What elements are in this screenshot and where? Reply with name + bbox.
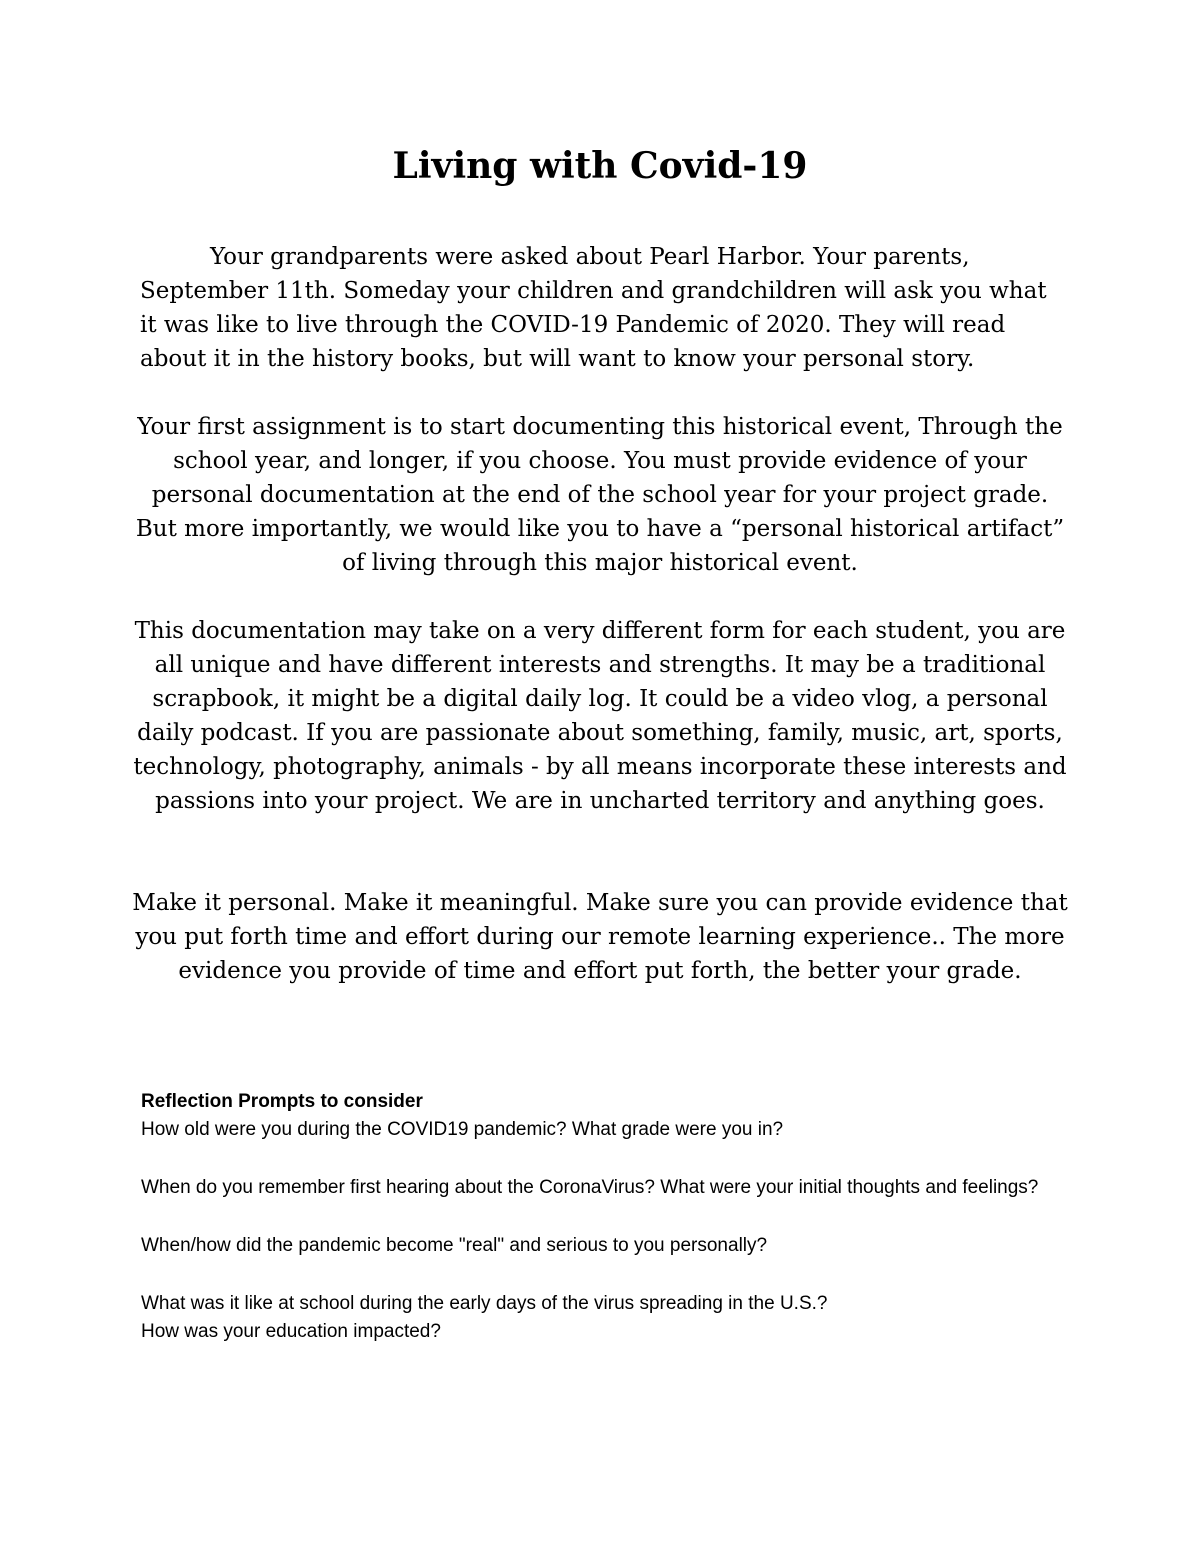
prompt-item-line: What was it like at school during the early days of the virus spreading in the U.S.? (141, 1293, 828, 1314)
intro-first-line: Your grandparents were asked about Pearl Harbor. Your parents, (210, 244, 970, 270)
prompt-item (141, 1290, 1061, 1346)
prompt-item-line: How was your education impacted? (141, 1321, 441, 1342)
prompt-item: How old were you during the COVID19 pandemic? What grade were you in? (141, 1119, 784, 1140)
reflection-prompts-heading: Reflection Prompts to consider (141, 1091, 423, 1112)
intro-paragraph (140, 240, 1060, 376)
intro-continuation: September 11th. Someday your children and grandchildren will ask you what it was like to live through the COVID-19 Pandemic of 2020. They will read about it in the history books, but will want to know your personal story. (140, 278, 1047, 372)
document-title: Living with Covid-19 (392, 145, 808, 187)
reflection-prompts-section (141, 1088, 1061, 1376)
documentation-form-paragraph: This documentation may take on a very different form for each student, you are all unique and have different interests and strengths. It may be a traditional scrapbook, it might be a digital daily log. It could be a video vlog, a personal daily podcast. If you are passionate about something, family, music, art, sports, technology, photography, animals - by all means incorporate these interests and passions into your project. We are in uncharted territory and anything goes. (133, 618, 1067, 814)
make-it-personal-paragraph: Make it personal. Make it meaningful. Make sure you can provide evidence that you put forth time and effort during our remote learning experience.. The more evidence you provide of time and effort put forth, the better your grade. (132, 890, 1068, 984)
assignment-paragraph: Your first assignment is to start documenting this historical event, Through the school year, and longer, if you choose. You must provide evidence of your personal documentation at the end of the school year for your project grade. But more importantly, we would like you to have a “personal historical artifact” of living through this major historical event. (135, 414, 1065, 576)
prompt-item: When/how did the pandemic become "real" and serious to you personally? (141, 1235, 768, 1256)
prompt-item: When do you remember first hearing about the CoronaVirus? What were your initial thoughts and feelings? (141, 1177, 1039, 1198)
